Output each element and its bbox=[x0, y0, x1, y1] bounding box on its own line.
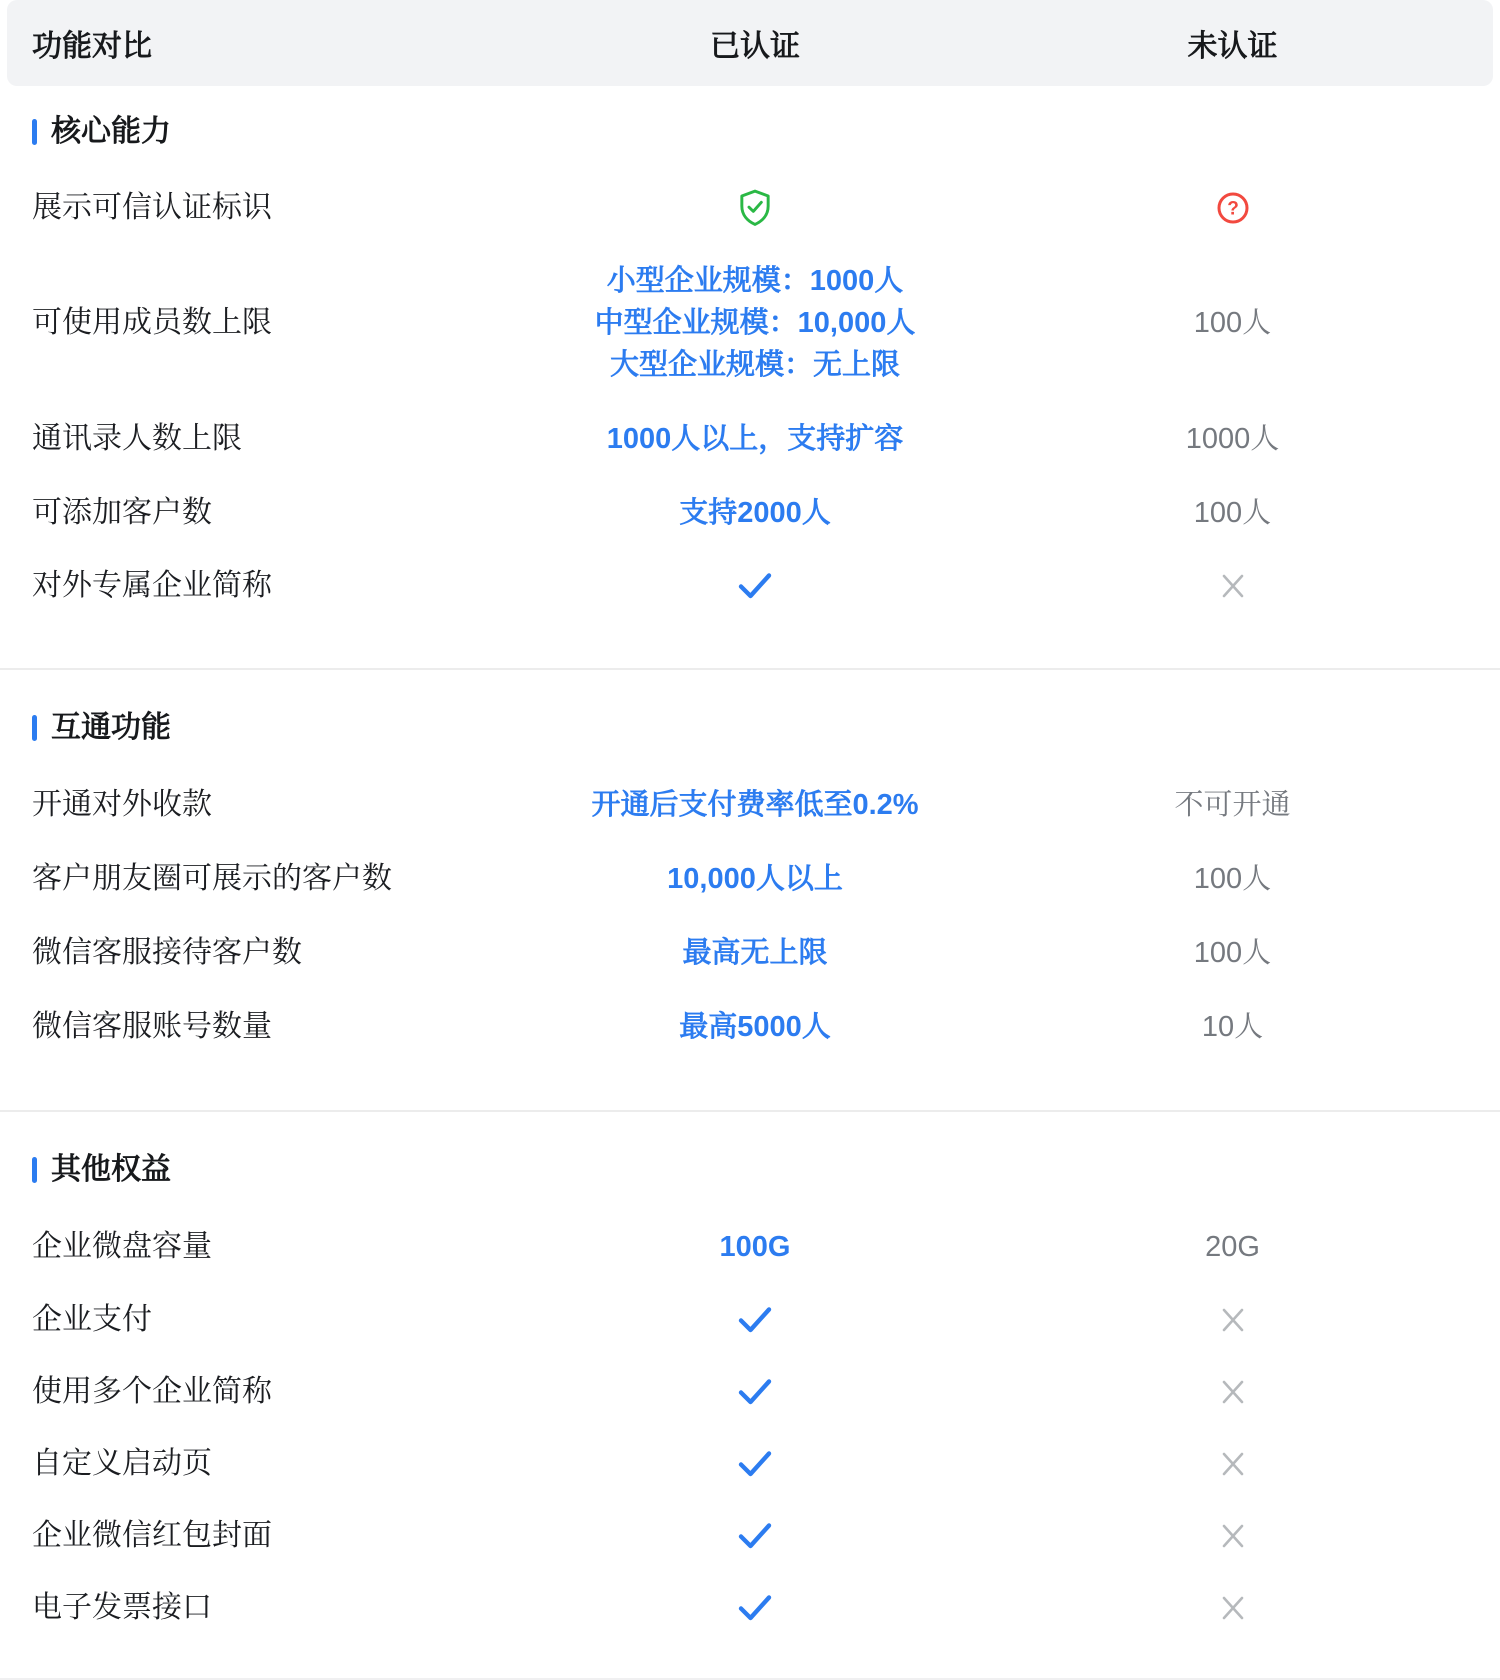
feature-row bbox=[0, 1356, 1500, 1428]
unverified-value: 10人 bbox=[1201, 1011, 1264, 1043]
unverified-value: 20G bbox=[1205, 1231, 1260, 1263]
feature-row bbox=[0, 1210, 1500, 1284]
feature-label: 客户朋友圈可展示的客户数 bbox=[32, 862, 392, 895]
feature-label: 企业微信红包封面 bbox=[32, 1519, 272, 1552]
section bbox=[0, 1112, 1500, 1644]
feature-row bbox=[0, 1284, 1500, 1356]
feature-label: 电子发票接口 bbox=[32, 1591, 212, 1624]
verified-cell bbox=[470, 476, 1040, 550]
feature-label: 可使用成员数上限 bbox=[32, 306, 272, 339]
feature-row bbox=[0, 842, 1500, 916]
unverified-value: 100人 bbox=[1193, 497, 1272, 529]
check-icon bbox=[737, 572, 773, 600]
check-icon bbox=[737, 1378, 773, 1406]
section-title-text: 互通功能 bbox=[51, 711, 171, 744]
question-mark-icon bbox=[1216, 191, 1250, 225]
feature-row bbox=[0, 1428, 1500, 1500]
verified-cell bbox=[470, 1362, 1040, 1422]
check-icon bbox=[737, 1306, 773, 1334]
unverified-cell bbox=[1040, 990, 1425, 1064]
unverified-value: 100人 bbox=[1193, 863, 1272, 895]
unverified-cell bbox=[1040, 476, 1425, 550]
header-unverified-column: 未认证 bbox=[1187, 30, 1278, 63]
verified-value-line: 小型企业规模：1000人 bbox=[606, 265, 904, 297]
feature-label: 对外专属企业简称 bbox=[32, 569, 272, 602]
feature-row bbox=[0, 402, 1500, 476]
feature-label: 企业支付 bbox=[32, 1303, 152, 1336]
verified-value: 最高无上限 bbox=[682, 937, 828, 969]
unverified-cell bbox=[1040, 556, 1425, 616]
cross-icon bbox=[1219, 1450, 1247, 1478]
verified-cell bbox=[470, 1210, 1040, 1284]
verified-cell bbox=[470, 172, 1040, 244]
unverified-cell bbox=[1040, 286, 1425, 360]
feature-label: 开通对外收款 bbox=[32, 788, 212, 821]
verified-cell bbox=[470, 402, 1040, 476]
verified-cell bbox=[470, 768, 1040, 842]
unverified-value: 1000人 bbox=[1185, 423, 1280, 455]
section-title-text: 核心能力 bbox=[51, 115, 171, 148]
feature-row bbox=[0, 476, 1500, 550]
section-title-text: 其他权益 bbox=[51, 1153, 171, 1186]
verified-value: 开通后支付费率低至0.2% bbox=[591, 789, 919, 821]
header-verified-column: 已认证 bbox=[710, 30, 800, 63]
unverified-cell bbox=[1040, 768, 1425, 842]
feature-row bbox=[0, 1572, 1500, 1644]
check-icon bbox=[737, 1594, 773, 1622]
unverified-cell bbox=[1040, 1362, 1425, 1422]
feature-label: 可添加客户数 bbox=[32, 496, 212, 529]
check-icon bbox=[737, 1522, 773, 1550]
feature-row bbox=[0, 1500, 1500, 1572]
section-title bbox=[32, 712, 1500, 744]
verified-cell bbox=[470, 1506, 1040, 1566]
verified-cell bbox=[470, 1434, 1040, 1494]
feature-label: 微信客服账号数量 bbox=[32, 1010, 272, 1043]
section bbox=[0, 670, 1500, 1064]
unverified-cell bbox=[1040, 1578, 1425, 1638]
verified-value: 1000人以上，支持扩容 bbox=[606, 423, 904, 455]
verified-cell bbox=[470, 990, 1040, 1064]
feature-label: 自定义启动页 bbox=[32, 1447, 212, 1480]
section bbox=[0, 86, 1500, 622]
unverified-value: 不可开通 bbox=[1174, 789, 1291, 821]
check-icon bbox=[737, 1450, 773, 1478]
unverified-cell bbox=[1040, 1506, 1425, 1566]
section-title-bar bbox=[32, 1157, 37, 1183]
unverified-cell bbox=[1040, 916, 1425, 990]
unverified-cell bbox=[1040, 1210, 1425, 1284]
section-title bbox=[32, 116, 1500, 148]
table-header-row bbox=[7, 0, 1493, 86]
cross-icon bbox=[1219, 1306, 1247, 1334]
shield-check-icon bbox=[736, 188, 774, 228]
unverified-value: 100人 bbox=[1193, 307, 1272, 339]
header-feature-column: 功能对比 bbox=[32, 30, 152, 63]
unverified-value: 100人 bbox=[1193, 937, 1272, 969]
verified-value: 最高5000人 bbox=[679, 1011, 831, 1043]
cross-icon bbox=[1219, 1522, 1247, 1550]
verified-cell bbox=[470, 1290, 1040, 1350]
section-title bbox=[32, 1154, 1500, 1186]
verified-cell bbox=[470, 916, 1040, 990]
feature-label: 展示可信认证标识 bbox=[32, 191, 272, 224]
feature-label: 微信客服接待客户数 bbox=[32, 936, 302, 969]
unverified-cell bbox=[1040, 175, 1425, 241]
unverified-cell bbox=[1040, 1290, 1425, 1350]
cross-icon bbox=[1219, 572, 1247, 600]
verified-cell bbox=[470, 1578, 1040, 1638]
feature-row bbox=[0, 768, 1500, 842]
feature-row bbox=[0, 916, 1500, 990]
verified-cell bbox=[470, 556, 1040, 616]
verified-value: 100G bbox=[719, 1231, 791, 1263]
verified-value: 支持2000人 bbox=[679, 497, 831, 529]
unverified-cell bbox=[1040, 842, 1425, 916]
verified-value-line: 大型企业规模：无上限 bbox=[609, 349, 900, 381]
feature-row bbox=[0, 550, 1500, 622]
feature-row bbox=[0, 990, 1500, 1064]
section-title-bar bbox=[32, 119, 37, 145]
table-body bbox=[0, 86, 1500, 1644]
cross-icon bbox=[1219, 1378, 1247, 1406]
section-title-bar bbox=[32, 715, 37, 741]
verified-cell bbox=[470, 842, 1040, 916]
verified-value bbox=[595, 260, 916, 386]
svg-text:?: ? bbox=[1226, 198, 1239, 220]
cross-icon bbox=[1219, 1594, 1247, 1622]
verified-cell bbox=[470, 244, 1040, 402]
feature-row bbox=[0, 244, 1500, 402]
unverified-cell bbox=[1040, 402, 1425, 476]
verified-value-line: 中型企业规模：10,000人 bbox=[594, 307, 916, 339]
feature-row bbox=[0, 172, 1500, 244]
unverified-cell bbox=[1040, 1434, 1425, 1494]
feature-label: 企业微盘容量 bbox=[32, 1230, 212, 1263]
feature-label: 使用多个企业简称 bbox=[32, 1375, 272, 1408]
feature-label: 通讯录人数上限 bbox=[32, 422, 242, 455]
verified-value: 10,000人以上 bbox=[667, 863, 843, 895]
